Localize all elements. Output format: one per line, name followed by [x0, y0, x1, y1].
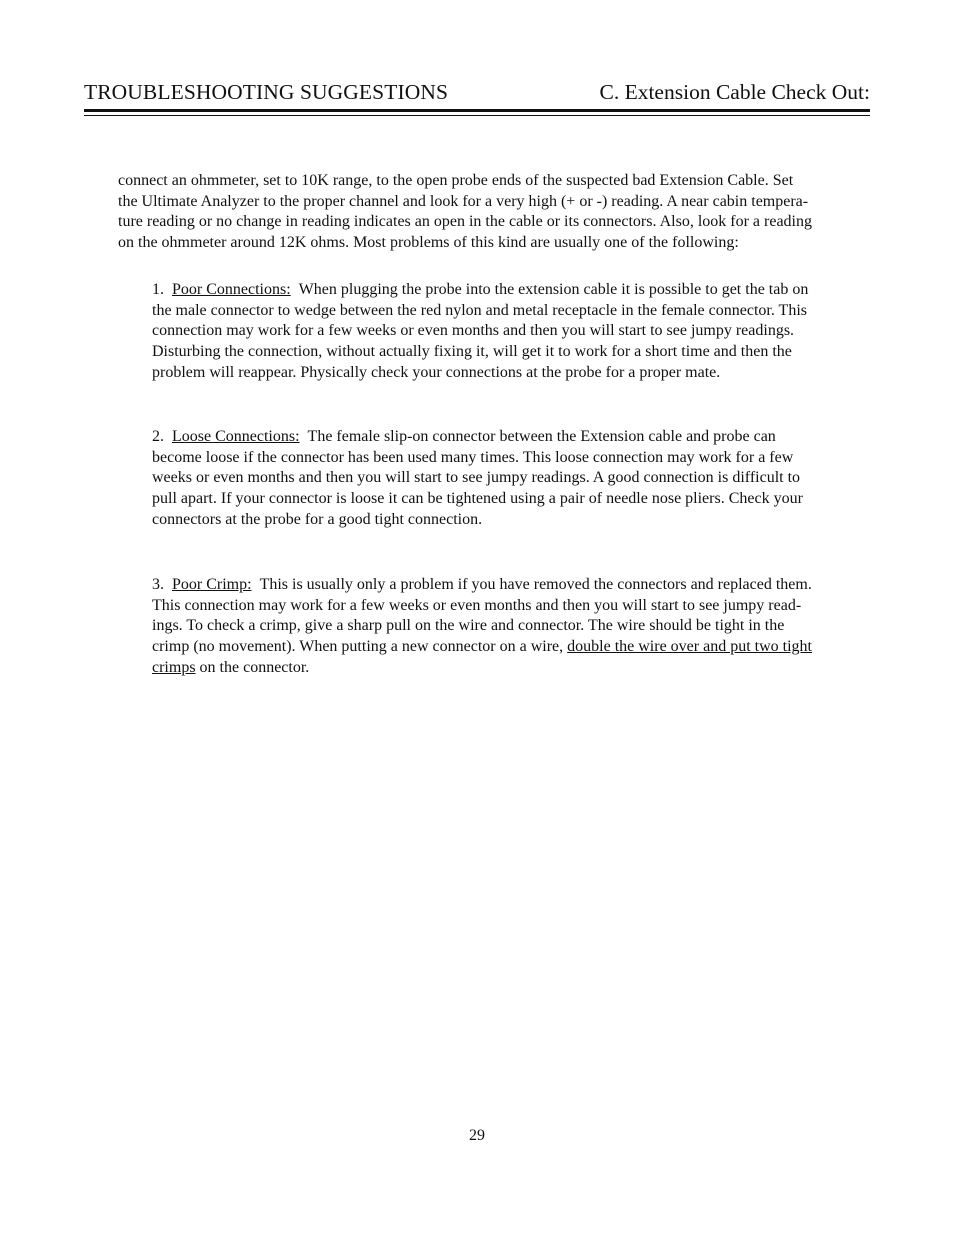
- page-header: [84, 80, 870, 108]
- item-line: pull apart. If your connector is loose it can be tightened using a pair of needle nose pliers. Check your: [152, 490, 803, 508]
- item-heading: Loose Connections:: [172, 428, 300, 445]
- item-text: crimp (no movement). When putting a new connector on a wire,: [152, 638, 568, 656]
- emphasized-instruction: double the wire over and put two tight: [567, 638, 812, 656]
- subsection-title: C. Extension Cable Check Out:: [599, 80, 870, 104]
- item-heading: Poor Crimp:: [172, 576, 252, 593]
- item-line: [152, 637, 872, 658]
- item-line: become loose if the connector has been used many times. This loose connection may work for a few: [152, 448, 794, 466]
- item-line: Disturbing the connection, without actually fixing it, will get it to work for a short time and then the: [152, 343, 792, 361]
- item-text: on the connector.: [195, 658, 310, 676]
- header-rule-thin: [84, 115, 870, 116]
- intro-line: on the ohmmeter around 12K ohms. Most problems of this kind are usually one of the following:: [118, 234, 739, 252]
- item-heading: Poor Connections:: [172, 281, 291, 298]
- intro-line: the Ultimate Analyzer to the proper channel and look for a very high (+ or -) reading. A near cabin tempera-: [118, 192, 809, 210]
- item-line: [152, 658, 872, 679]
- page-number: 29: [469, 1127, 485, 1144]
- item-line: weeks or even months and then you will start to see jumpy readings. A good connection is difficult to: [152, 469, 801, 487]
- item-text: The female slip-on connector between the Extension cable and probe can: [307, 428, 776, 445]
- intro-line: ture reading or no change in reading indicates an open in the cable or its connectors. Also, look for a reading: [118, 213, 812, 231]
- list-item-loose-connections: [152, 427, 872, 531]
- intro-paragraph: [118, 171, 878, 254]
- intro-line: connect an ohmmeter, set to 10K range, to the open probe ends of the suspected bad Extension Cable. Set: [118, 172, 794, 189]
- item-number: 3.: [152, 576, 164, 593]
- item-number: 1.: [152, 281, 164, 298]
- item-line: connection may work for a few weeks or even months and then you will start to see jumpy readings.: [152, 322, 795, 340]
- list-item-poor-crimp: [152, 575, 872, 679]
- item-text: This is usually only a problem if you have removed the connectors and replaced them.: [259, 576, 812, 593]
- item-text: When plugging the probe into the extension cable it is possible to get the tab on: [298, 281, 809, 298]
- header-rule-thick: [84, 109, 870, 112]
- item-first-line: [152, 280, 872, 301]
- item-line: the male connector to wedge between the red nylon and metal receptacle in the female connector. This: [152, 301, 807, 319]
- item-first-line: [152, 575, 872, 596]
- item-number: 2.: [152, 428, 164, 445]
- item-line: connectors at the probe for a good tight connection.: [152, 510, 483, 528]
- emphasized-instruction: crimps: [152, 658, 196, 676]
- section-title: TROUBLESHOOTING SUGGESTIONS: [84, 80, 449, 104]
- list-item-poor-connections: [152, 280, 872, 384]
- item-line: ings. To check a crimp, give a sharp pull on the wire and connector. The wire should be tight in the: [152, 617, 785, 635]
- item-line: This connection may work for a few weeks or even months and then you will start to see jumpy read-: [152, 596, 802, 614]
- item-line: problem will reappear. Physically check your connections at the probe for a proper mate.: [152, 363, 721, 381]
- item-first-line: [152, 427, 872, 448]
